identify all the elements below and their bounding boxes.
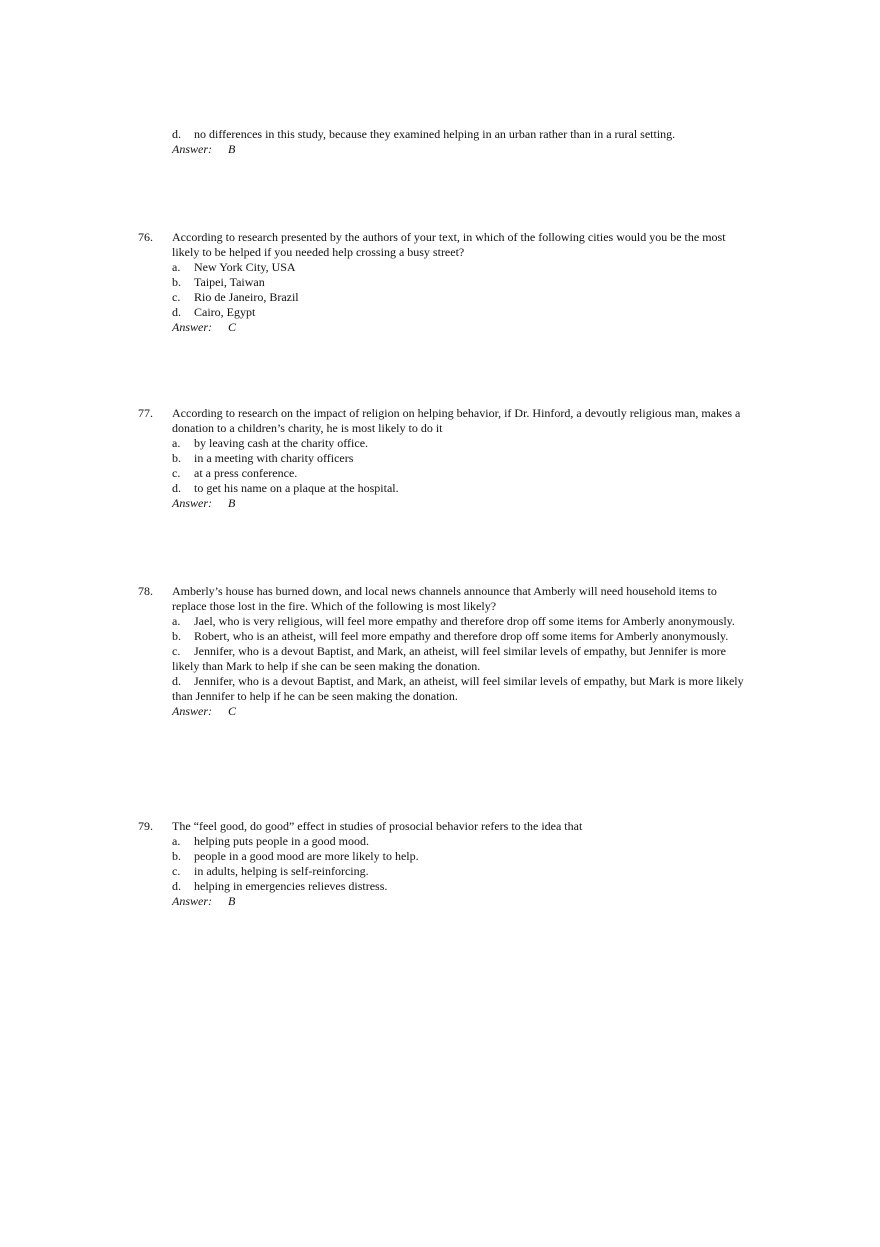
option-text: Jennifer, who is a devout Baptist, and Mark, an atheist, will feel similar levels of empathy, but Jennifer is more likely than Mark to help if she can be seen making the donation.: [172, 644, 726, 673]
option-letter: d.: [172, 305, 181, 319]
question-79: [138, 819, 748, 909]
option-letter: a.: [172, 834, 181, 848]
option-text: New York City, USA: [194, 260, 296, 274]
answer-line: [172, 496, 748, 511]
answer-line: [172, 320, 748, 335]
question-stem: According to research on the impact of religion on helping behavior, if Dr. Hinford, a devoutly religious man, makes a donation to a children’s charity, he is most likely to do it: [172, 406, 741, 435]
option-a: [172, 260, 748, 275]
option-c: [172, 290, 748, 305]
option-b: [172, 849, 748, 864]
answer-label: Answer:: [172, 320, 212, 334]
option-text: in a meeting with charity officers: [194, 451, 354, 465]
answer-value: B: [228, 142, 236, 156]
option-text: helping puts people in a good mood.: [194, 834, 369, 848]
answer-value: C: [228, 704, 237, 718]
option-letter: c.: [172, 466, 181, 480]
option-b: [172, 629, 748, 644]
answer-line: [172, 894, 748, 909]
option-letter: c.: [172, 864, 181, 878]
option-a: [172, 614, 748, 629]
question-stem: The “feel good, do good” effect in studies of prosocial behavior refers to the idea that: [172, 819, 583, 833]
option-text: helping in emergencies relieves distress.: [194, 879, 388, 893]
option-c: [172, 864, 748, 879]
question-number: 79.: [138, 819, 153, 833]
answer-value: C: [228, 320, 237, 334]
option-c: [172, 644, 748, 674]
option-letter: c.: [172, 644, 181, 658]
question-number: 77.: [138, 406, 153, 420]
option-text: at a press conference.: [194, 466, 298, 480]
question-75-continuation: [138, 127, 748, 157]
option-text: Rio de Janeiro, Brazil: [194, 290, 299, 304]
option-text: Jael, who is very religious, will feel more empathy and therefore drop off some items for Amberly anonymously.: [194, 614, 735, 628]
option-letter: d.: [172, 879, 181, 893]
answer-value: B: [228, 894, 236, 908]
option-b: [172, 451, 748, 466]
option-a: [172, 436, 748, 451]
answer-line: [172, 142, 748, 157]
question-number: 78.: [138, 584, 153, 598]
answer-value: B: [228, 496, 236, 510]
answer-label: Answer:: [172, 894, 212, 908]
option-letter: d.: [172, 481, 181, 495]
option-letter: c.: [172, 290, 181, 304]
option-letter: b.: [172, 629, 181, 643]
option-text: by leaving cash at the charity office.: [194, 436, 369, 450]
option-text: in adults, helping is self-reinforcing.: [194, 864, 369, 878]
question-78: [138, 584, 748, 719]
option-letter: a.: [172, 436, 181, 450]
option-text: Jennifer, who is a devout Baptist, and Mark, an atheist, will feel similar levels of empathy, but Mark is more likely than Jennifer to help if he can be seen making the donation.: [172, 674, 744, 703]
option-text: Taipei, Taiwan: [194, 275, 265, 289]
answer-label: Answer:: [172, 142, 212, 156]
question-stem: According to research presented by the authors of your text, in which of the following cities would you be the most likely to be helped if you needed help crossing a busy street?: [172, 230, 726, 259]
option-text: Cairo, Egypt: [194, 305, 256, 319]
option-d: [172, 127, 748, 142]
question-77: [138, 406, 748, 511]
option-text: no differences in this study, because they examined helping in an urban rather than in a rural setting.: [194, 127, 676, 141]
question-76: [138, 230, 748, 335]
option-text: to get his name on a plaque at the hospital.: [194, 481, 399, 495]
answer-line: [172, 704, 748, 719]
answer-label: Answer:: [172, 704, 212, 718]
option-text: Robert, who is an atheist, will feel more empathy and therefore drop off some items for Amberly anonymously.: [194, 629, 729, 643]
option-d: [172, 674, 748, 704]
option-d: [172, 879, 748, 894]
option-letter: b.: [172, 451, 181, 465]
option-a: [172, 834, 748, 849]
option-letter: d.: [172, 127, 181, 141]
option-b: [172, 275, 748, 290]
option-letter: b.: [172, 275, 181, 289]
option-d: [172, 305, 748, 320]
option-c: [172, 466, 748, 481]
option-text: people in a good mood are more likely to help.: [194, 849, 419, 863]
option-letter: b.: [172, 849, 181, 863]
answer-label: Answer:: [172, 496, 212, 510]
option-letter: d.: [172, 674, 181, 688]
question-stem: Amberly’s house has burned down, and local news channels announce that Amberly will need household items to replace those lost in the fire. Which of the following is most likely?: [172, 584, 717, 613]
option-letter: a.: [172, 260, 181, 274]
option-letter: a.: [172, 614, 181, 628]
option-d: [172, 481, 748, 496]
question-number: 76.: [138, 230, 153, 244]
